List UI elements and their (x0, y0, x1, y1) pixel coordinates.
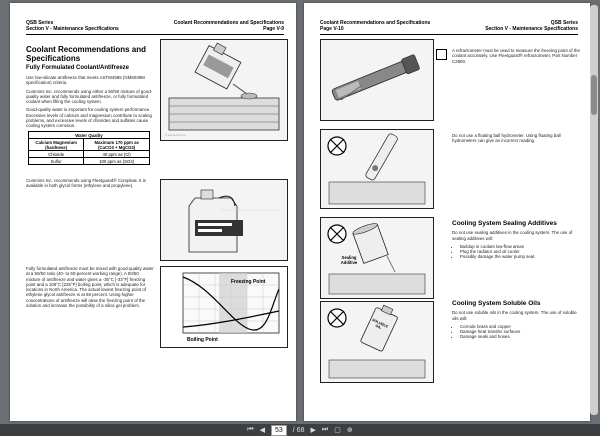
table-row: Chloride 40 ppm as (Cl) (29, 151, 150, 158)
list-item: • Damage seals and hoses. (460, 334, 580, 339)
section-label: Section V - Maintenance Specifications (485, 26, 578, 32)
freeze-boil-chart (160, 266, 288, 348)
left-mixture-text: Fully formulated antifreeze must be mixed with good-quality water at a 50/50 ratio (40- to 60-percent working range). A 50/50 mixture of antifreeze and water gives a -36°C [-33°F] freezing point and a 108°C [226°F] boiling point, which is adequate for locations in North America. The actual lowest freezing point of ethylene glycol antifreeze is at 68 percent. Using higher concentrations of antifreeze will raise the freezing point of the solution and increase the possibility of a silica gel problem. (26, 266, 154, 309)
refractometer-text: A refractometer must be used to measure the freezing point of the coolant accurately. Use Fleetguard® refractometer, Part Number C2800. (452, 48, 580, 64)
refractometer-illustration (320, 39, 434, 121)
page-number: Page V-10 (320, 26, 344, 32)
next-page-icon[interactable]: ▶ (310, 427, 316, 434)
sealing-section: Cooling System Sealing Additives Do not use sealing additives in the cooling system. The use of sealing additives will: • Buildup in coolant low-flow areas • Plug the radiator and oil cooler • Possibly damage the water pump seal. (452, 221, 580, 260)
table-row: Sulfur 100 ppm as (SO4) (29, 158, 150, 165)
series-label: QSB Series (550, 20, 578, 26)
svg-text:Boiling Point: Boiling Point (187, 337, 218, 343)
list-item: • Corrode brass and copper (460, 324, 580, 329)
warning-icon (436, 49, 447, 60)
header-rule (320, 34, 578, 35)
soluble-oil-label: SOLUBLE OIL (371, 317, 389, 331)
sealing-additive-label: Sealing Additive (340, 255, 358, 265)
oils-list (452, 324, 580, 340)
page-number-input[interactable]: 53 (271, 425, 287, 436)
chapter-label: Coolant Recommendations and Specifications (320, 20, 431, 26)
antifreeze-jug-illustration (160, 179, 288, 261)
page-v9 (10, 3, 296, 421)
left-compleat-text: Cummins Inc. recommends using Fleetguard® Compleat. It is available in both glycol forms (ethylene and propylene). (26, 178, 146, 189)
sealing-title: Cooling System Sealing Additives (452, 220, 557, 227)
paragraph: Good-quality water is important for cooling system performance. Excessive levels of calcium and magnesium contribute to scaling problems, and excessive levels of chlorides and sulfates cause cooling system corrosion. (26, 107, 152, 129)
first-page-icon[interactable]: ⏮ (247, 426, 254, 433)
left-intro-column (26, 45, 154, 132)
subsection-title: Fully Formulated Coolant/Antifreeze (26, 65, 130, 71)
table-title: Water Quality (29, 132, 150, 139)
svg-text:Freezing Point: Freezing Point (231, 279, 266, 285)
chapter-label: Coolant Recommendations and Specifications (173, 20, 284, 26)
svg-text:© Cummins Inc.: © Cummins Inc. (165, 133, 187, 137)
right-header-right (485, 20, 578, 32)
paragraph: Use low-silicate antifreeze that meets ASTM4985 (GM6038M specification) criteria. (26, 75, 145, 86)
list-item: • Possibly damage the water pump seal. (460, 254, 580, 259)
hydrometer-illustration (320, 129, 434, 209)
oils-title: Cooling System Soluble Oils (452, 300, 541, 307)
list-item: • Plug the radiator and oil cooler (460, 249, 580, 254)
scrollbar-thumb[interactable] (591, 75, 597, 115)
prev-page-icon[interactable]: ◀ (259, 427, 265, 434)
paragraph: Cummins Inc. recommends using either a 50/50 mixture of good-quality water and fully formulated antifreeze, or fully formulated coolant when filling the cooling system. (26, 88, 153, 105)
series-label: QSB Series (26, 20, 54, 26)
page-number: Page V-9 (263, 26, 284, 32)
fit-page-icon[interactable]: ▢ (334, 427, 341, 434)
hydrometer-text: Do not use a floating ball hydrometer. Using floating ball hydrometers can give an incorrect reading. (452, 133, 561, 144)
table-row: Calcium Magnesium (hardness) Maximum 170 ppm as (CaCO3 + MgCO3) (29, 139, 150, 151)
section-label: Section V - Maintenance Specifications (26, 26, 119, 32)
soluble-oil-illustration (320, 301, 434, 383)
section-title: Coolant Recommendations and Specifications (26, 45, 147, 63)
page-v10 (304, 3, 590, 421)
header-rule (26, 34, 284, 35)
viewer-toolbar (0, 424, 600, 436)
sealing-list (452, 244, 580, 260)
left-header-right (174, 20, 284, 32)
left-header-left (26, 20, 119, 32)
list-item: • Buildup in coolant low-flow areas (460, 244, 580, 249)
vertical-scrollbar[interactable] (590, 5, 598, 415)
last-page-icon[interactable]: ⏭ (321, 426, 329, 433)
right-header-left (320, 20, 430, 32)
list-item: • Damage heat transfer surfaces (460, 329, 580, 334)
zoom-icon[interactable]: ⊕ (346, 427, 353, 434)
pour-coolant-illustration (160, 39, 288, 141)
soluble-oils-section: Cooling System Soluble Oils Do not use soluble oils in the cooling system. The use of soluble oils will: • Corrode brass and copper • Damage heat transfer surfaces • Damage seals and hoses. (452, 301, 580, 340)
water-quality-table (28, 131, 150, 165)
page-total-label: / 68 (292, 426, 305, 434)
